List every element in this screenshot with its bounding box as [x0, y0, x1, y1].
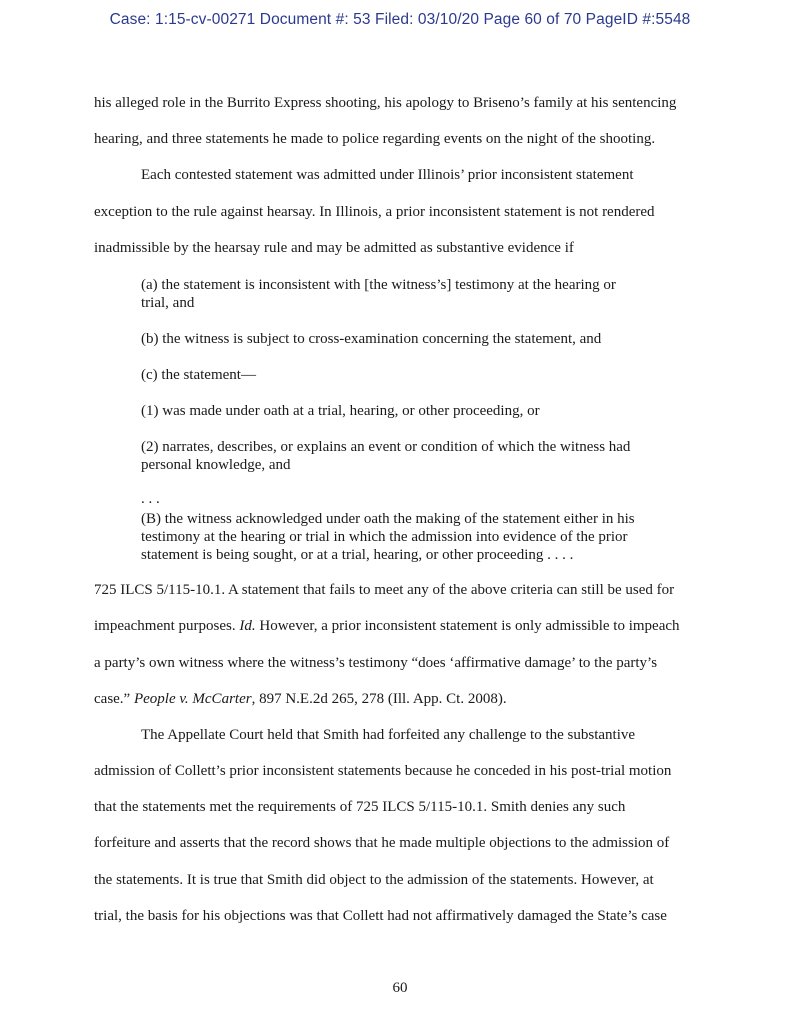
text-line	[94, 691, 507, 708]
quote-line: (b) the witness is subject to cross-examination concerning the statement, and	[141, 331, 602, 347]
text-line: the statements. It is true that Smith did object to the admission of the statements. However, at	[94, 872, 654, 888]
text-line: 725 ILCS 5/115-10.1. A statement that fails to meet any of the above criteria can still be used for	[94, 582, 675, 598]
quote-line: personal knowledge, and	[141, 457, 291, 473]
text-line: a party’s own witness where the witness’s testimony “does ‘affirmative damage’ to the party’s	[94, 655, 658, 671]
text-line: exception to the rule against hearsay. In Illinois, a prior inconsistent statement is not rendered	[94, 204, 655, 220]
case-header: Case: 1:15-cv-00271 Document #: 53 Filed: 03/10/20 Page 60 of 70 PageID #:5548	[109, 11, 691, 28]
text-line: trial, the basis for his objections was that Collett had not affirmatively damaged the State’s case	[94, 908, 667, 924]
quote-line: (1) was made under oath at a trial, hearing, or other proceeding, or	[141, 403, 540, 419]
text-line	[94, 618, 680, 635]
text-segment: However, a prior inconsistent statement is only admissible to impeach	[255, 618, 680, 634]
quote-ellipsis: . . .	[141, 491, 160, 507]
text-segment: , 897 N.E.2d 265, 278 (Ill. App. Ct. 2008).	[251, 691, 507, 707]
quote-line: trial, and	[141, 295, 195, 311]
text-line: inadmissible by the hearsay rule and may be admitted as substantive evidence if	[94, 240, 574, 256]
text-line: his alleged role in the Burrito Express shooting, his apology to Briseno’s family at his sentencing	[94, 95, 677, 111]
quote-line: (a) the statement is inconsistent with [the witness’s] testimony at the hearing or	[141, 277, 616, 293]
quote-line: testimony at the hearing or trial in which the admission into evidence of the prior	[141, 529, 628, 545]
quote-line: (B) the witness acknowledged under oath the making of the statement either in his	[141, 511, 635, 527]
text-line: that the statements met the requirements of 725 ILCS 5/115-10.1. Smith denies any such	[94, 799, 626, 815]
quote-line: statement is being sought, or at a trial, hearing, or other proceeding . . . .	[141, 547, 574, 563]
text-line: hearing, and three statements he made to police regarding events on the night of the shooting.	[94, 131, 656, 147]
quote-line: (2) narrates, describes, or explains an event or condition of which the witness had	[141, 439, 631, 455]
citation-id: Id.	[239, 618, 256, 634]
text-line: forfeiture and asserts that the record shows that he made multiple objections to the admission of	[94, 835, 670, 851]
text-line: admission of Collett’s prior inconsistent statements because he conceded in his post-trial motion	[94, 763, 672, 779]
text-line: The Appellate Court held that Smith had forfeited any challenge to the substantive	[141, 727, 636, 743]
page-number: 60	[392, 980, 408, 996]
quote-line: (c) the statement—	[141, 367, 256, 383]
text-segment: impeachment purposes.	[94, 618, 240, 634]
case-citation: People v. McCarter	[133, 691, 252, 707]
text-segment: case.”	[94, 691, 134, 707]
text-line: Each contested statement was admitted under Illinois’ prior inconsistent statement	[141, 167, 634, 183]
